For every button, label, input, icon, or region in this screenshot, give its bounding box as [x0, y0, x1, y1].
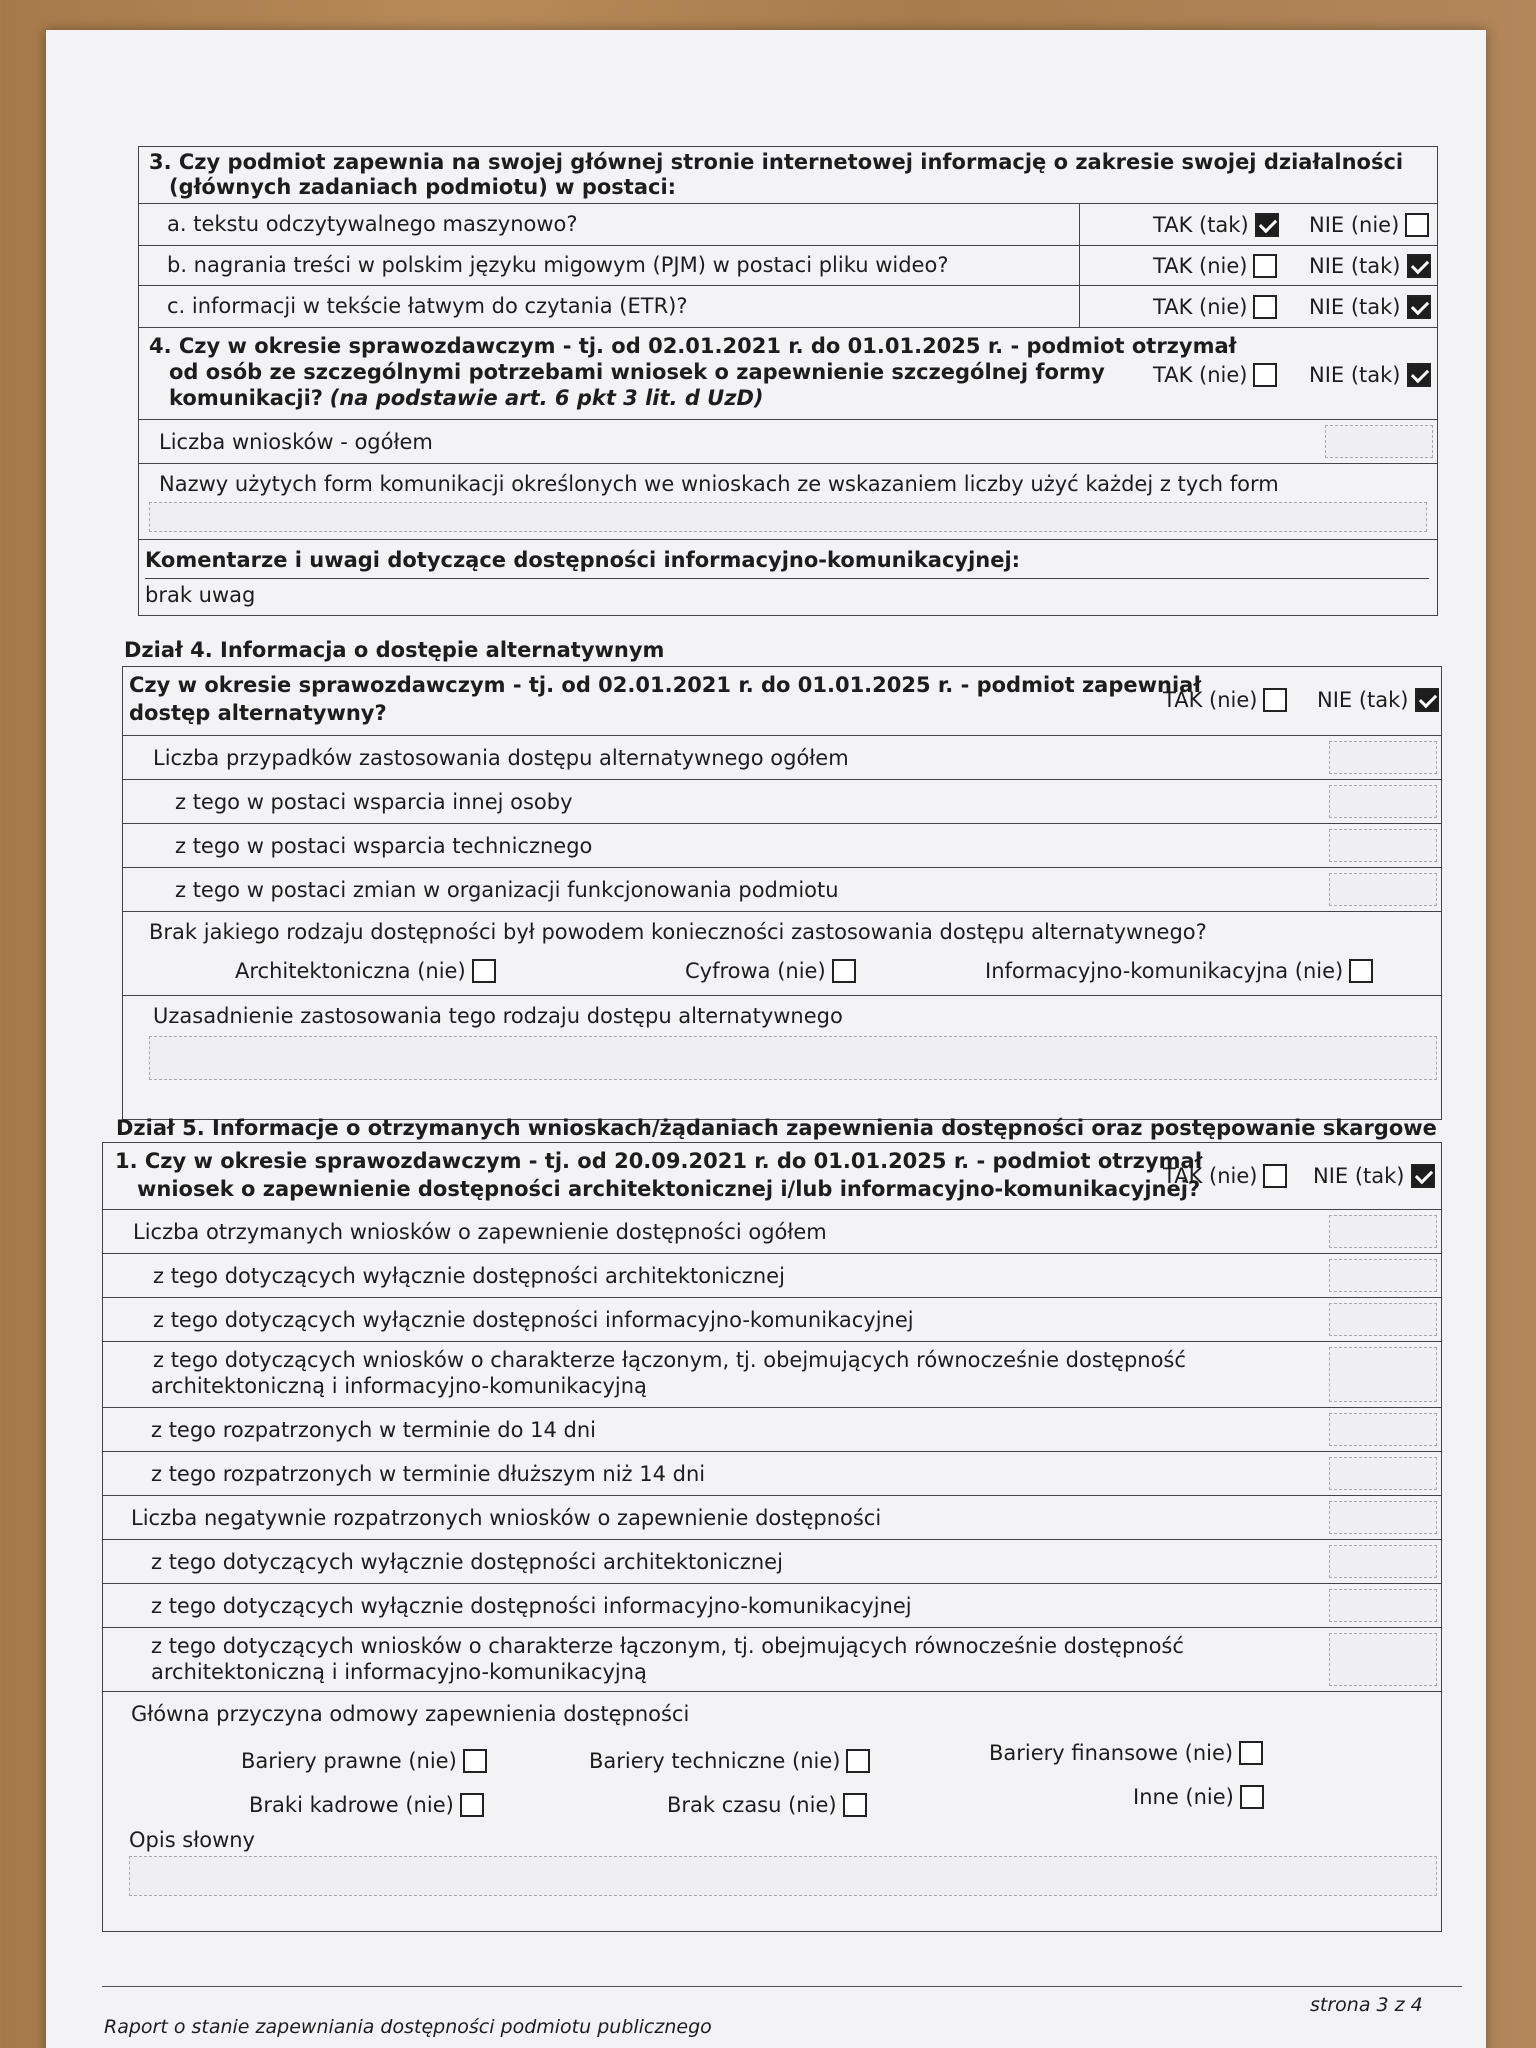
- dzial4-q-line1: Czy w okresie sprawozdawczym - tj. od 02.01.2021 r. do 01.01.2025 r. - podmiot zapewniał: [129, 673, 1202, 697]
- q3-a-nie-option[interactable]: NIE (nie): [1309, 212, 1429, 238]
- dzial4-row-total-label: Liczba przypadków zastosowania dostępu alternatywnego ogółem: [153, 746, 849, 770]
- dzial4-tak-option[interactable]: TAK (nie): [1163, 687, 1287, 713]
- q3-item-a: [139, 203, 1437, 245]
- q4-question-row: [139, 327, 1437, 419]
- q3-b-nie-option[interactable]: NIE (tak): [1309, 253, 1431, 279]
- digital-checkbox[interactable]: [832, 959, 856, 983]
- dzial5-total-input[interactable]: [1329, 1215, 1437, 1248]
- dzial5-section: [102, 1142, 1442, 1932]
- dzial5-description-input[interactable]: [129, 1856, 1437, 1896]
- dzial5-row-negative: [103, 1495, 1441, 1539]
- comments-row: [139, 539, 1437, 615]
- q3-a-nie-checkbox[interactable]: [1405, 213, 1429, 237]
- q3-c-tak-checkbox[interactable]: [1253, 295, 1277, 319]
- dzial5-row-arch: [103, 1253, 1441, 1297]
- dzial5-row-combined-label-1: z tego dotyczących wniosków o charakterze łączonym, tj. obejmujących równocześnie dostępność: [153, 1348, 1186, 1372]
- dzial5-row-neg-infocomm-label: z tego dotyczących wyłącznie dostępności informacyjno-komunikacyjnej: [151, 1594, 912, 1618]
- dzial4-nie-option[interactable]: NIE (tak): [1317, 687, 1439, 713]
- dzial5-tak-option[interactable]: TAK (nie): [1163, 1163, 1287, 1189]
- dzial5-reason-label: Główna przyczyna odmowy zapewnienia dostępności: [131, 1702, 690, 1726]
- architectural-checkbox[interactable]: [472, 959, 496, 983]
- reason-technical-checkbox[interactable]: [846, 1749, 870, 1773]
- q3-c-tak-option[interactable]: TAK (nie): [1153, 294, 1277, 320]
- dzial5-row-14days: [103, 1407, 1441, 1451]
- q3-item-c-label: c. informacji w tekście łatwym do czytania (ETR)?: [167, 294, 688, 318]
- page-number: strona 3 z 4: [1310, 1994, 1423, 2016]
- q3-item-a-label: a. tekstu odczytywalnego maszynowo?: [167, 212, 578, 236]
- comments-label: Komentarze i uwagi dotyczące dostępności informacyjno-komunikacyjnej:: [145, 548, 1021, 572]
- dzial5-row-neg-combined-label-1: z tego dotyczących wniosków o charakterze łączonym, tj. obejmujących równocześnie dostępność: [151, 1634, 1184, 1658]
- q3-header-row: [139, 147, 1437, 203]
- dzial5-row-infocomm: [103, 1297, 1441, 1341]
- dzial4-tak-checkbox[interactable]: [1263, 688, 1287, 712]
- dzial4-section: [122, 666, 1442, 1120]
- dzial5-neg-arch-input[interactable]: [1329, 1545, 1437, 1578]
- q3-item-b: [139, 245, 1437, 285]
- dzial5-heading: Dział 5. Informacje o otrzymanych wnioskach/żądaniach zapewnienia dostępności oraz postępowanie skargowe: [116, 1116, 1437, 1140]
- dzial5-row-infocomm-label: z tego dotyczących wyłącznie dostępności informacyjno-komunikacyjnej: [153, 1308, 914, 1332]
- dzial5-row-14days-label: z tego rozpatrzonych w terminie do 14 dni: [151, 1418, 596, 1442]
- reason-other[interactable]: Inne (nie): [1133, 1784, 1264, 1810]
- dzial4-lack-architectural[interactable]: Architektoniczna (nie): [235, 958, 496, 984]
- dzial5-neg-infocomm-input[interactable]: [1329, 1589, 1437, 1622]
- q3-q4-section: [138, 146, 1438, 616]
- dzial4-justification-input[interactable]: [149, 1036, 1437, 1080]
- dzial4-row-organization: [123, 867, 1441, 911]
- q4-forms-label: Nazwy użytych form komunikacji określonych we wnioskach ze wskazaniem liczby użyć każdej z tych form: [159, 472, 1279, 496]
- reason-time[interactable]: Brak czasu (nie): [667, 1792, 867, 1818]
- form-page: [46, 30, 1486, 2048]
- dzial5-row-total-label: Liczba otrzymanych wniosków o zapewnienie dostępności ogółem: [133, 1220, 827, 1244]
- q3-item-b-label: b. nagrania treści w polskim języku migowym (PJM) w postaci pliku wideo?: [167, 253, 949, 277]
- reason-staff[interactable]: Braki kadrowe (nie): [249, 1792, 484, 1818]
- dzial5-14days-input[interactable]: [1329, 1413, 1437, 1446]
- infocomm-checkbox[interactable]: [1349, 959, 1373, 983]
- q3-a-tak-option[interactable]: TAK (tak): [1153, 212, 1279, 238]
- dzial4-justification-row: [123, 995, 1441, 1119]
- reason-other-checkbox[interactable]: [1240, 1785, 1264, 1809]
- dzial5-row-longer: [103, 1451, 1441, 1495]
- dzial4-nie-checkbox[interactable]: [1415, 688, 1439, 712]
- dzial4-question-row: [123, 667, 1441, 735]
- dzial5-description-label: Opis słowny: [129, 1828, 255, 1852]
- dzial5-q-line1: 1. Czy w okresie sprawozdawczym - tj. od 20.09.2021 r. do 01.01.2025 r. - podmiot otrzymał: [115, 1149, 1203, 1173]
- q4-tak-option[interactable]: TAK (nie): [1153, 362, 1277, 388]
- dzial5-row-total: [103, 1209, 1441, 1253]
- q4-line1: 4. Czy w okresie sprawozdawczym - tj. od 02.01.2021 r. do 01.01.2025 r. - podmiot otrzymał: [149, 334, 1237, 358]
- q4-tak-checkbox[interactable]: [1253, 363, 1277, 387]
- q4-count-input[interactable]: [1325, 425, 1433, 458]
- q4-nie-option[interactable]: NIE (tak): [1309, 362, 1431, 388]
- q4-legal-basis: (na podstawie art. 6 pkt 3 lit. d UzD): [329, 386, 764, 410]
- dzial5-tak-checkbox[interactable]: [1263, 1164, 1287, 1188]
- dzial5-longer-input[interactable]: [1329, 1457, 1437, 1490]
- dzial4-row-total: [123, 735, 1441, 779]
- dzial5-combined-input[interactable]: [1329, 1347, 1437, 1402]
- dzial5-infocomm-input[interactable]: [1329, 1303, 1437, 1336]
- q4-nie-checkbox[interactable]: [1407, 363, 1431, 387]
- dzial5-row-combined: [103, 1341, 1441, 1407]
- reason-time-checkbox[interactable]: [843, 1793, 867, 1817]
- dzial5-nie-checkbox[interactable]: [1411, 1164, 1435, 1188]
- dzial4-heading: Dział 4. Informacja o dostępie alternatywnym: [124, 638, 665, 662]
- dzial4-organization-input[interactable]: [1329, 873, 1437, 906]
- dzial4-lack-row: [123, 911, 1441, 995]
- dzial5-row-longer-label: z tego rozpatrzonych w terminie dłuższym niż 14 dni: [151, 1462, 706, 1486]
- q3-title-line1: 3. Czy podmiot zapewnia na swojej głównej stronie internetowej informację o zakresie swojej działalności: [149, 150, 1404, 174]
- q3-c-nie-checkbox[interactable]: [1407, 295, 1431, 319]
- reason-legal[interactable]: Bariery prawne (nie): [241, 1748, 487, 1774]
- q3-b-tak-option[interactable]: TAK (nie): [1153, 253, 1277, 279]
- dzial5-row-arch-label: z tego dotyczących wyłącznie dostępności architektonicznej: [153, 1264, 785, 1288]
- dzial5-question-row: [103, 1143, 1441, 1209]
- q4-line3: komunikacji?: [169, 386, 323, 410]
- dzial4-justification-label: Uzasadnienie zastosowania tego rodzaju dostępu alternatywnego: [153, 1004, 843, 1028]
- dzial4-row-person-label: z tego w postaci wsparcia innej osoby: [175, 790, 573, 814]
- dzial5-row-negative-label: Liczba negatywnie rozpatrzonych wniosków o zapewnienie dostępności: [131, 1506, 882, 1530]
- dzial5-arch-input[interactable]: [1329, 1259, 1437, 1292]
- dzial5-row-neg-arch-label: z tego dotyczących wyłącznie dostępności architektonicznej: [151, 1550, 783, 1574]
- reason-legal-checkbox[interactable]: [463, 1749, 487, 1773]
- dzial4-person-input[interactable]: [1329, 785, 1437, 818]
- footer-title: Raport o stanie zapewniania dostępności podmiotu publicznego: [104, 2016, 712, 2038]
- dzial4-lack-digital[interactable]: Cyfrowa (nie): [685, 958, 856, 984]
- dzial5-row-neg-combined-label-2: architektoniczną i informacyjno-komunikacyjną: [151, 1660, 647, 1684]
- dzial4-lack-question: Brak jakiego rodzaju dostępności był powodem konieczności zastosowania dostępu alternatywnego?: [149, 920, 1207, 944]
- dzial5-negative-input[interactable]: [1329, 1501, 1437, 1534]
- dzial5-row-combined-label-2: architektoniczną i informacyjno-komunikacyjną: [151, 1374, 647, 1398]
- dzial5-q-line2: wniosek o zapewnienie dostępności architektonicznej i/lub informacyjno-komunikacyjnej?: [137, 1177, 1201, 1201]
- dzial4-row-person: [123, 779, 1441, 823]
- reason-financial-checkbox[interactable]: [1239, 1741, 1263, 1765]
- reason-technical[interactable]: Bariery techniczne (nie): [589, 1748, 870, 1774]
- q4-forms-row: [139, 463, 1437, 539]
- dzial5-row-neg-infocomm: [103, 1583, 1441, 1627]
- dzial5-row-neg-arch: [103, 1539, 1441, 1583]
- dzial4-lack-infocomm[interactable]: Informacyjno-komunikacyjna (nie): [985, 958, 1373, 984]
- dzial4-row-technical: [123, 823, 1441, 867]
- q4-line2: od osób ze szczególnymi potrzebami wniosek o zapewnienie szczególnej formy: [169, 360, 1105, 384]
- q4-count-row: [139, 419, 1437, 463]
- q4-count-label: Liczba wniosków - ogółem: [159, 430, 433, 454]
- q3-b-tak-checkbox[interactable]: [1253, 254, 1277, 278]
- q3-c-nie-option[interactable]: NIE (tak): [1309, 294, 1431, 320]
- q4-forms-input[interactable]: [149, 502, 1427, 532]
- q3-title-line2: (głównych zadaniach podmiotu) w postaci:: [169, 175, 677, 199]
- dzial5-row-neg-combined: [103, 1627, 1441, 1691]
- dzial4-technical-input[interactable]: [1329, 829, 1437, 862]
- dzial4-q-line2: dostęp alternatywny?: [129, 701, 387, 725]
- dzial4-row-organization-label: z tego w postaci zmian w organizacji funkcjonowania podmiotu: [175, 878, 839, 902]
- dzial5-nie-option[interactable]: NIE (tak): [1313, 1163, 1435, 1189]
- reason-staff-checkbox[interactable]: [460, 1793, 484, 1817]
- dzial5-reason-row: [103, 1691, 1441, 1931]
- reason-financial[interactable]: Bariery finansowe (nie): [989, 1740, 1263, 1766]
- q3-a-tak-checkbox[interactable]: [1255, 213, 1279, 237]
- footer-divider: [102, 1986, 1462, 1987]
- comments-value[interactable]: brak uwag: [145, 578, 1429, 607]
- q3-b-nie-checkbox[interactable]: [1407, 254, 1431, 278]
- dzial4-row-technical-label: z tego w postaci wsparcia technicznego: [175, 834, 593, 858]
- q3-item-c: [139, 285, 1437, 327]
- dzial4-total-input[interactable]: [1329, 741, 1437, 774]
- dzial5-neg-combined-input[interactable]: [1329, 1633, 1437, 1686]
